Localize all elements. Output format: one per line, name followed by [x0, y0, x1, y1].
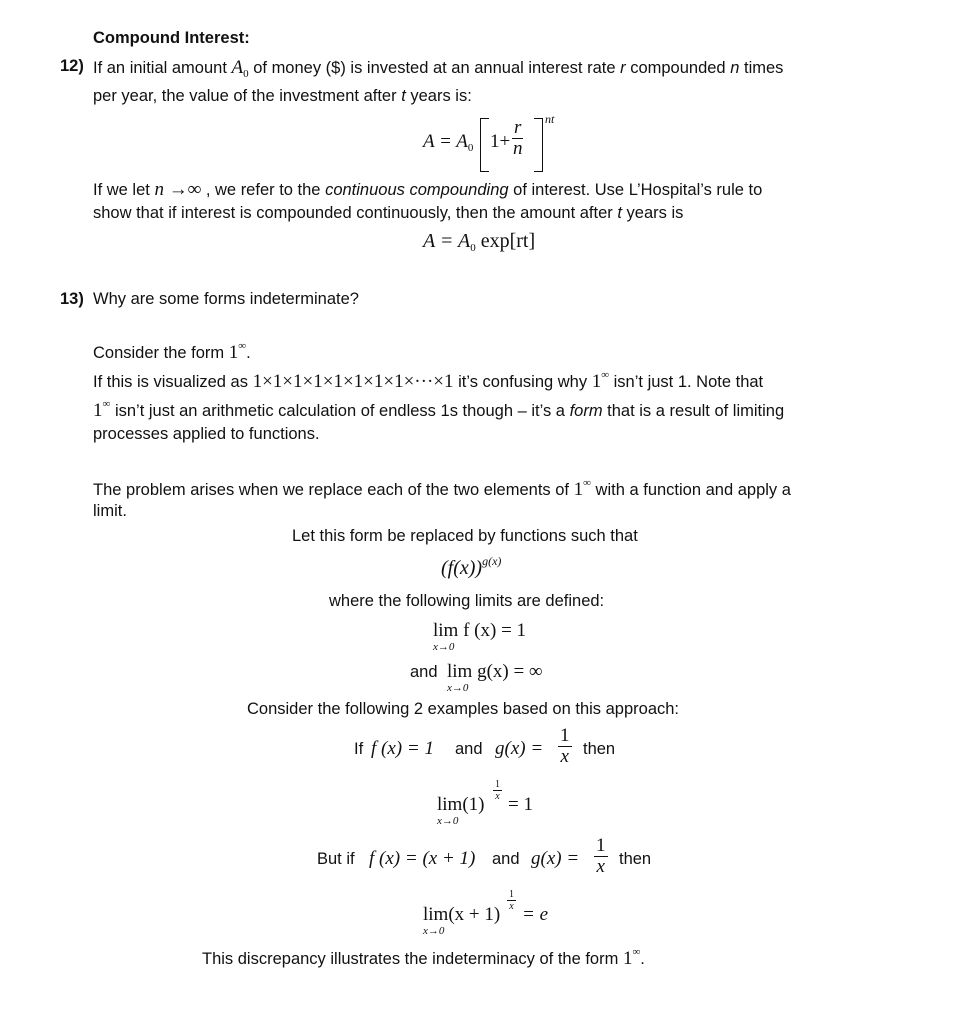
eq1-fraction: $\frac{r}{n}$ — [512, 117, 523, 159]
lim-f-sub: x→0 — [433, 641, 455, 653]
ex2-g: g(x) = — [531, 848, 580, 869]
ex2-but: But if — [317, 850, 355, 868]
and-label: and — [410, 663, 438, 681]
lim2-rhs: = e — [522, 904, 549, 925]
form-explain-line: 1∞ isn’t just an arithmetic calculation of endless 1s though – it’s a form that is a result of limiting — [93, 398, 785, 421]
eq2: $A = A_0$ exp[rt] — [423, 230, 536, 254]
lim-g: lim g(x) = ∞ — [447, 661, 543, 682]
ex1-g: g(x) = — [495, 738, 544, 759]
conclusion: This discrepancy illustrates the indeterminacy of the form 1∞. — [202, 946, 645, 969]
ex2-fraction: $\frac{1}{x}$ — [596, 835, 606, 877]
lim-f: lim f (x) = 1 — [433, 620, 527, 641]
eq1-lhs: $A = A_0$ — [423, 131, 474, 154]
lim1-rhs: = 1 — [508, 794, 533, 815]
eq1-one-plus: 1+ — [490, 131, 511, 152]
q13-number: 13) — [60, 290, 84, 308]
q12-line1: If an initial amount $A_0$ of money ($) is invested at an annual interest rate r compounded n times — [93, 57, 784, 80]
visual-line: If this is visualized as 1×1×1×1×1×1×1×1×···×1 it’s confusing why 1∞ isn’t just 1. Note that — [93, 369, 764, 392]
eq1-right-bracket — [534, 118, 543, 172]
eq1-left-bracket — [480, 118, 489, 172]
q12-line2: per year, the value of the investment after t years is: — [93, 87, 472, 105]
ex2-and: and — [492, 850, 520, 868]
ex1-and: and — [455, 740, 483, 758]
fx-power-gx: $(f(x))^{g(x)}$ — [441, 554, 502, 579]
lim2: lim(x + 1) — [423, 904, 501, 925]
eq1-exponent: nt — [545, 112, 555, 126]
lim1-exponent: $\frac{1}{x}$ — [495, 779, 500, 802]
problem-line1: The problem arises when we replace each of the two elements of 1∞ with a function and apply a — [93, 477, 791, 500]
where-limits-text: where the following limits are defined: — [329, 592, 605, 610]
ex1-then: then — [583, 740, 616, 758]
q12-number: 12) — [60, 57, 84, 75]
lim-g-sub: x→0 — [447, 682, 469, 694]
ex1-f: f (x) = 1 — [371, 738, 434, 759]
ex2-then: then — [619, 850, 652, 868]
ex1-if: If — [354, 740, 364, 758]
lim2-sub: x→0 — [423, 925, 445, 937]
q12-continuous-line1: If we let n →∞ , we refer to the continuous compounding of interest. Use L’Hospital’s rule to — [93, 179, 763, 200]
q12-continuous-line2: show that if interest is compounded continuously, then the amount after t years is — [93, 204, 684, 222]
ex2-f: f (x) = (x + 1) — [369, 848, 476, 869]
let-form-text: Let this form be replaced by functions such that — [292, 527, 638, 545]
lim1-sub: x→0 — [437, 815, 459, 827]
ex1-fraction: $\frac{1}{x}$ — [560, 725, 570, 767]
lim2-exponent: $\frac{1}{x}$ — [509, 889, 514, 912]
section-title: Compound Interest: — [93, 29, 250, 47]
lim1: lim(1) — [437, 794, 485, 815]
consider-examples: Consider the following 2 examples based on this approach: — [247, 700, 680, 718]
processes-line: processes applied to functions. — [93, 425, 320, 443]
consider-form: Consider the form 1∞. — [93, 340, 251, 363]
q13-question: Why are some forms indeterminate? — [93, 290, 359, 308]
problem-line2: limit. — [93, 502, 127, 520]
